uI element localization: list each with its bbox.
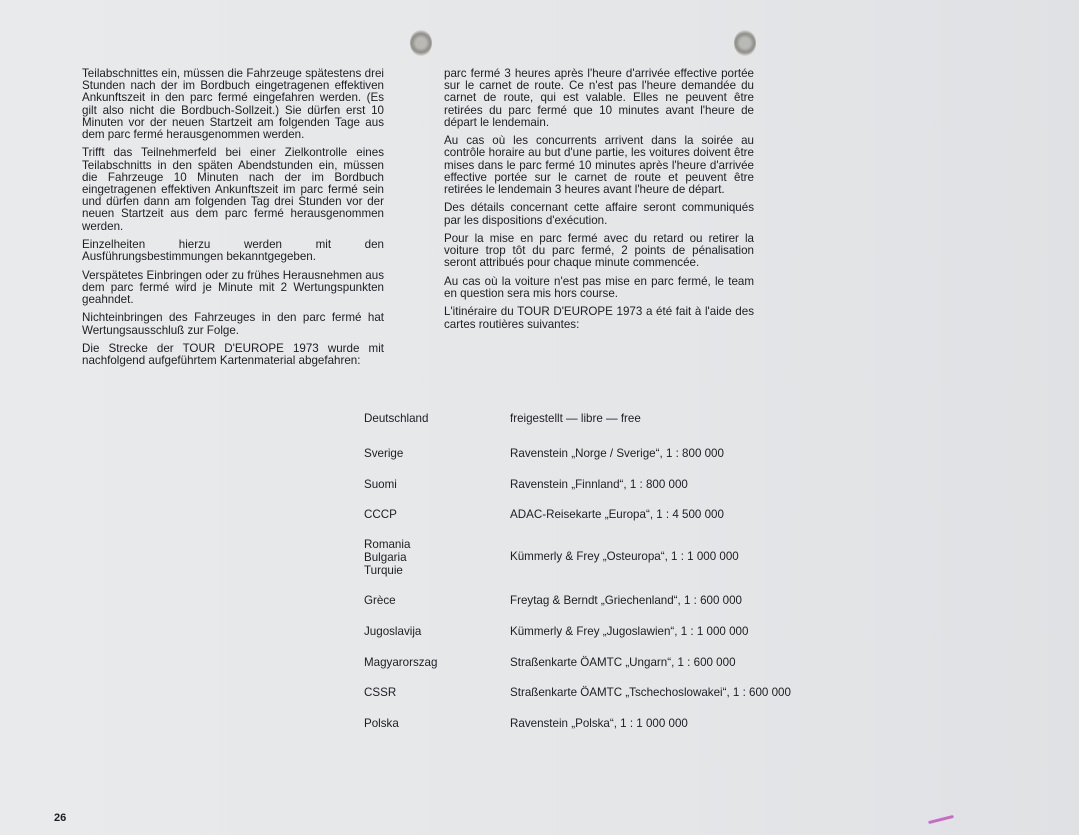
- map-source: Kümmerly & Frey „Osteuropa“, 1 : 1 000 000: [510, 550, 739, 563]
- french-paragraph: parc fermé 3 heures après l'heure d'arrivée effective portée sur le carnet de route. Ce n'est pas l'heure demandée du carnet de route, qui est valable. Elles ne peuvent être retirées du parc fermé que 10 minutes avant l'heure de départ le lendemain.: [444, 67, 754, 129]
- map-country: Polska: [364, 717, 399, 730]
- map-country: Suomi: [364, 478, 397, 491]
- map-country: Grèce: [364, 594, 396, 607]
- german-paragraph: Teilabschnittes ein, müssen die Fahrzeuge spätestens drei Stunden nach der im Bordbuch eingetragenen effektiven Ankunftszeit in den parc fermé eingefahren werden. (Es gilt also nicht die Bordbuch-Sollzeit.) Sie dürfen erst 10 Minuten vor der neuen Startzeit am folgenden Tage aus dem parc fermé herausgenommen werden.: [82, 67, 384, 142]
- map-source: Ravenstein „Polska“, 1 : 1 000 000: [510, 717, 688, 730]
- map-source: freigestellt — libre — free: [510, 412, 641, 425]
- map-country: Magyarorszag: [364, 656, 438, 669]
- punch-hole-right: [734, 30, 756, 56]
- french-paragraph: Au cas où les concurrents arrivent dans la soirée au contrôle horaire au but d'une partie, les voitures doivent être mises dans le parc fermé 10 minutes après l'heure d'arrivée effective portée sur le carnet de route et peuvent être retirées le lendemain 3 heures avant l'heure de départ.: [444, 134, 754, 197]
- french-paragraph: L'itinéraire du TOUR D'EUROPE 1973 a été fait à l'aide des cartes routières suivantes:: [444, 305, 754, 331]
- punch-hole-left: [410, 30, 432, 56]
- map-country: Romania Bulgaria Turquie: [364, 538, 411, 577]
- french-paragraph: Des détails concernant cette affaire seront communiqués par les dispositions d'exécution.: [444, 201, 754, 227]
- german-paragraph: Nichteinbringen des Fahrzeuges in den parc fermé hat Wertungsausschluß zur Folge.: [82, 311, 384, 337]
- pen-mark: [928, 815, 954, 824]
- german-paragraph: Trifft das Teilnehmerfeld bei einer Zielkontrolle eines Teilabschnitts in den späten Abendstunden ein, müssen die Fahrzeuge 10 Minuten nach der im Bordbuch eingetragenen effektiven Ankunftszeit im parc fermé sein und dürfen dann am folgenden Tag drei Stunden vor der neuen Startzeit aus dem parc fermé herausgenommen werden.: [82, 146, 384, 233]
- map-country: CCCP: [364, 508, 397, 521]
- page-number: 26: [54, 812, 67, 824]
- map-source: ADAC-Reisekarte „Europa“, 1 : 4 500 000: [510, 508, 724, 521]
- map-source: Freytag & Berndt „Griechenland“, 1 : 600 000: [510, 594, 743, 607]
- map-country: Sverige: [364, 447, 404, 460]
- map-country: Deutschland: [364, 412, 429, 425]
- map-source: Straßenkarte ÖAMTC „Ungarn“, 1 : 600 000: [510, 656, 736, 669]
- map-source: Straßenkarte ÖAMTC „Tschechoslowakei“, 1 : 600 000: [510, 686, 791, 699]
- map-source: Ravenstein „Finnland“, 1 : 800 000: [510, 478, 688, 491]
- german-paragraph: Einzelheiten hierzu werden mit den Ausführungsbestimmungen bekanntgegeben.: [82, 238, 384, 264]
- map-country: Jugoslavija: [364, 625, 422, 638]
- map-source: Ravenstein „Norge / Sverige“, 1 : 800 000: [510, 447, 724, 460]
- french-text-column: [444, 68, 754, 337]
- french-paragraph: Au cas où la voiture n'est pas mise en parc fermé, le team en question sera mis hors course.: [444, 274, 754, 300]
- german-text-column: [82, 68, 384, 374]
- french-paragraph: Pour la mise en parc fermé avec du retard ou retirer la voiture trop tôt du parc fermé, 2 points de pénalisation seront attribués pour chaque minute commencée.: [444, 232, 754, 270]
- map-country: CSSR: [364, 686, 397, 699]
- map-source: Kümmerly & Frey „Jugoslawien“, 1 : 1 000 000: [510, 625, 749, 638]
- german-paragraph: Die Strecke der TOUR D'EUROPE 1973 wurde mit nachfolgend aufgeführtem Kartenmaterial abgefahren:: [82, 342, 384, 368]
- german-paragraph: Verspätetes Einbringen oder zu frühes Herausnehmen aus dem parc fermé wird je Minute mit 2 Wertungspunkten geahndet.: [82, 268, 384, 307]
